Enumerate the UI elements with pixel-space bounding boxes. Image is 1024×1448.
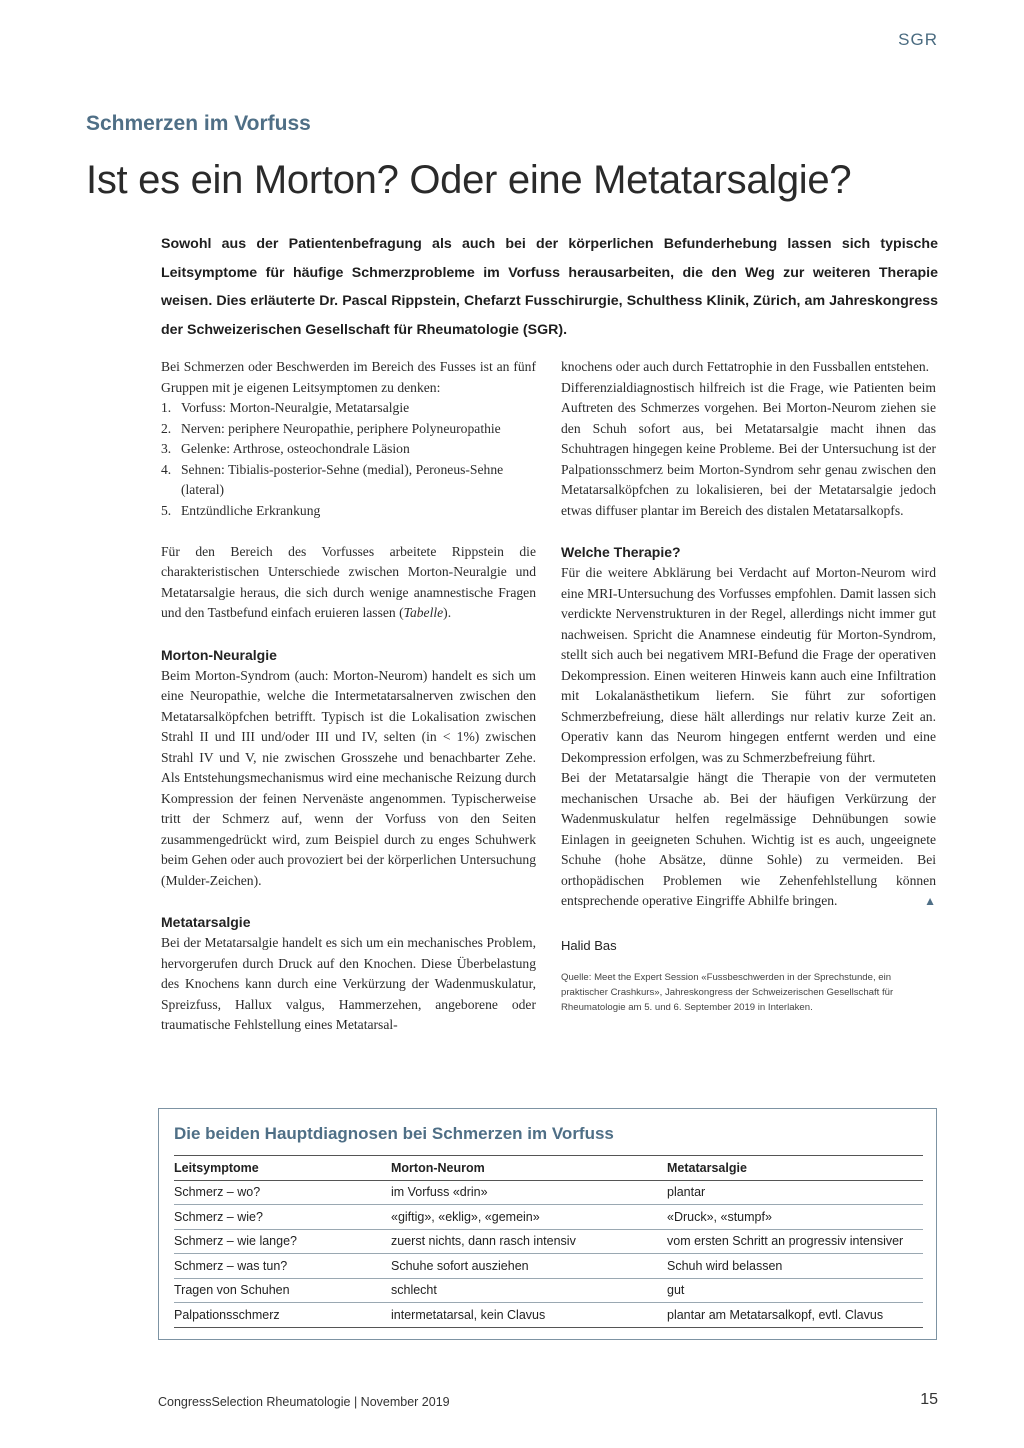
table-title: Die beiden Hauptdiagnosen bei Schmerzen im Vorfuss bbox=[174, 1124, 614, 1143]
footer-publication: CongressSelection Rheumatologie | November 2019 bbox=[158, 1395, 450, 1409]
table-row bbox=[174, 1278, 923, 1303]
metatarsalgie-paragraph: Bei der Metatarsalgie handelt es sich um ein mechanisches Problem, hervorgerufen durch Druck auf den Knochen. Diese Überbelastung des Knochens kann durch eine Verkürzung der Wadenmuskulatur, Spreizfuss, Hallux valgus, Hammerzehen, angeborene oder traumatische Fehlstellung eines Metatarsal- bbox=[161, 935, 536, 1032]
text-column-right bbox=[561, 357, 936, 1015]
list-item: 2. Nerven: periphere Neuropathie, periphere Polyneuropathie bbox=[161, 420, 501, 436]
forefoot-paragraph: Für den Bereich des Vorfusses arbeitete Rippstein die charakteristischen Unterschiede zwischen Morton-Neuralgie und Metatarsalgie heraus, die sich durch wenige anamnestische Fragen und den Tastbefund einfach eruieren lassen (Tabelle). bbox=[161, 543, 536, 620]
list-item: 1. Vorfuss: Morton-Neuralgie, Metatarsalgie bbox=[161, 400, 410, 415]
list-item: 5. Entzündliche Erkrankung bbox=[161, 502, 321, 518]
table-cell: Schmerz – wo? bbox=[174, 1180, 391, 1205]
table-cell: Schuhe sofort ausziehen bbox=[391, 1254, 667, 1279]
source-note: Quelle: Meet the Expert Session «Fussbeschwerden in der Sprechstunde, ein praktischer Crashkurs», Jahreskongress der Schweizerischen Gesellschaft für Rheumatologie am 5. und 6. September 2019 in Interlaken. bbox=[561, 972, 894, 1013]
table-header-row bbox=[174, 1156, 923, 1181]
continuation-paragraph: knochens oder auch durch Fettatrophie in den Fussballen entstehen. bbox=[561, 359, 930, 374]
table-row bbox=[174, 1180, 923, 1205]
table-cell: schlecht bbox=[391, 1278, 667, 1303]
table-row bbox=[174, 1254, 923, 1279]
diagnosis-table bbox=[174, 1155, 923, 1328]
diagnosis-group-list bbox=[161, 398, 536, 521]
column-header: Leitsymptome bbox=[174, 1156, 391, 1181]
table-cell: «giftig», «eklig», «gemein» bbox=[391, 1205, 667, 1230]
list-item: 3. Gelenke: Arthrose, osteochondrale Läsion bbox=[161, 441, 410, 456]
page-number: 15 bbox=[920, 1391, 938, 1408]
heading-morton: Morton-Neuralgie bbox=[161, 646, 277, 663]
text-column-left bbox=[161, 357, 536, 1036]
column-header: Morton-Neurom bbox=[391, 1156, 667, 1181]
article-lead: Sowohl aus der Patientenbefragung als auch bei der körperlichen Befunderhebung lassen sich typische Leitsymptome für häufige Schmerzprobleme im Vorfuss herausarbeiten, die den Weg zur weiteren Therapie weisen. Dies erläuterte Dr. Pascal Rippstein, Chefarzt Fusschirurgie, Schulthess Klinik, Zürich, am Jahreskongress der Schweizerischen Gesellschaft für Rheumatologie (SGR). bbox=[161, 236, 938, 338]
morton-paragraph: Beim Morton-Syndrom (auch: Morton-Neurom) handelt es sich um eine Neuropathie, welche die Intermetatarsalnerven zwischen den Metatarsalköpfchen betrifft. Typisch ist die Lokalisation zwischen Strahl II und III und/oder III und IV, selten (in < 1%) zwischen Strahl IV und V, nie zwischen Grosszehe und benachbarter Zehe. Als Entstehungsmechanismus wird eine mechanische Reizung durch Kompression der feinen Nervenäste angenommen. Typischerweise tritt der Schmerz auf, wenn der Vorfuss von den Seiten zusammengedrückt wird, zum Beispiel durch zu enges Schuhwerk beim Gehen oder auch provoziert bei der körperlichen Untersuchung (Mulder-Zeichen). bbox=[161, 667, 536, 888]
table-cell: Palpationsschmerz bbox=[174, 1303, 391, 1328]
table-row bbox=[174, 1229, 923, 1254]
table-cell: im Vorfuss «drin» bbox=[391, 1180, 667, 1205]
table-cell: Tragen von Schuhen bbox=[174, 1278, 391, 1303]
table-cell: «Druck», «stumpf» bbox=[667, 1205, 923, 1230]
differential-paragraph: Differenzialdiagnostisch hilfreich ist die Frage, wie Patienten beim Auftreten des Schmerzes vorgehen. Bei Morton-Neurom ziehen sie den Schuh sofort aus, bei Metatarsalgie macht ihnen das Schuhtragen hingegen keine Probleme. Bei der Untersuchung ist der Palpationsschmerz beim Morton-Syndrom sehr genau zwischen den Metatarsalköpfchen zu lokalisieren, bei der Metatarsalgie jedoch etwas diffuser plantar im Bereich des distalen Metatarsalkopfs. bbox=[561, 379, 936, 518]
list-item: 4. Sehnen: Tibialis-posterior-Sehne (medial), Peroneus-Sehne (lateral) bbox=[161, 461, 504, 497]
table-cell: Schuh wird belassen bbox=[667, 1254, 923, 1279]
article-kicker: Schmerzen im Vorfuss bbox=[86, 112, 311, 135]
table-cell: intermetatarsal, kein Clavus bbox=[391, 1303, 667, 1328]
section-tag: SGR bbox=[898, 30, 938, 49]
intro-paragraph: Bei Schmerzen oder Beschwerden im Bereich des Fusses ist an fünf Gruppen mit je eigenen Leitsymptomen zu denken: bbox=[161, 359, 536, 395]
table-cell: Schmerz – was tun? bbox=[174, 1254, 391, 1279]
table-cell: Schmerz – wie? bbox=[174, 1205, 391, 1230]
table-cell: gut bbox=[667, 1278, 923, 1303]
table-cell: Schmerz – wie lange? bbox=[174, 1229, 391, 1254]
diagnosis-table-box bbox=[158, 1108, 937, 1340]
table-row bbox=[174, 1303, 923, 1328]
table-reference: Tabelle bbox=[403, 605, 444, 620]
heading-therapy: Welche Therapie? bbox=[561, 544, 681, 560]
table-cell: plantar am Metatarsalkopf, evtl. Clavus bbox=[667, 1303, 923, 1328]
article-title: Ist es ein Morton? Oder eine Metatarsalgie? bbox=[86, 158, 852, 202]
article-end-triangle-icon: ▲ bbox=[924, 894, 936, 908]
column-header: Metatarsalgie bbox=[667, 1156, 923, 1181]
table-cell: plantar bbox=[667, 1180, 923, 1205]
table-cell: vom ersten Schritt an progressiv intensiver bbox=[667, 1229, 923, 1254]
therapy-morton-paragraph: Für die weitere Abklärung bei Verdacht auf Morton-Neurom wird eine MRI-Untersuchung des Vorfusses empfohlen. Damit lassen sich verdickte Nervenstrukturen in der Regel, allerdings nicht immer gut nachweisen. Spricht die Anamnese eindeutig für Morton-Syndrom, stellt sich auch bei negativem MRI-Befund die Frage der operativen Dekompression. Einen weiteren Hinweis kann auch eine Infiltration mit Lokalanästhetikum liefern. Sie führt zur sofortigen Schmerzbefreiung, diese hält allerdings nur relativ kurze Zeit an. Operativ kann das Neurom hingegen entfernt werden und eine Dekompression erfolgen, was zu Schmerzbefreiung führt. bbox=[561, 565, 936, 765]
heading-metatarsalgie: Metatarsalgie bbox=[161, 914, 251, 930]
author-name: Halid Bas bbox=[561, 937, 617, 953]
table-row bbox=[174, 1205, 923, 1230]
table-cell: zuerst nichts, dann rasch intensiv bbox=[391, 1229, 667, 1254]
therapy-metatarsalgie-paragraph: Bei der Metatarsalgie hängt die Therapie von der vermuteten mechanischen Ursache ab. Bei der häufigen Verkürzung der Wadenmuskulatur helfen regelmässige Dehnübungen sowie Einlagen in geeigneten Schuhen. Wichtig ist es auch, ungeeignete Schuhe (hohe Absätze, dünne Sohle) zu vermeiden. Bei orthopädischen Problemen wie Zehenfehlstellung können entsprechende operative Eingriffe Abhilfe bringen. ▲ bbox=[561, 768, 936, 912]
